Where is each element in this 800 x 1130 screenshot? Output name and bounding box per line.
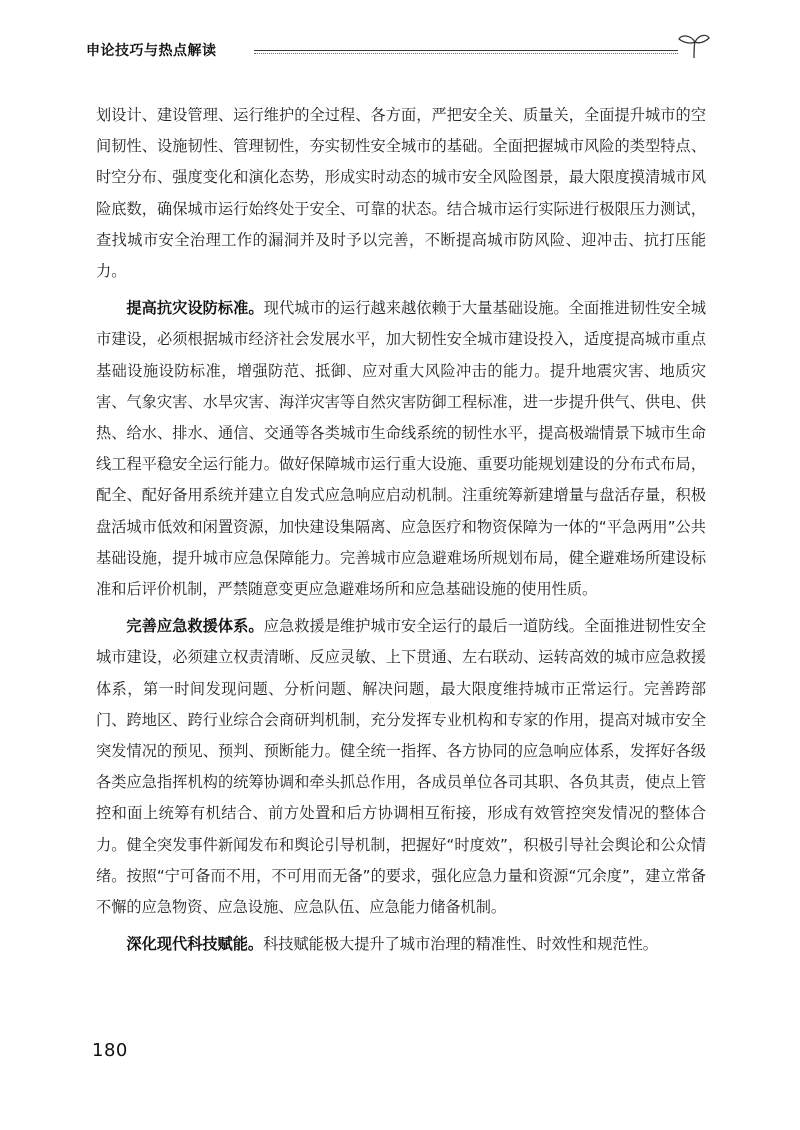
paragraph-text: 科技赋能极大提升了城市治理的精准性、时效性和规范性。 [263, 935, 658, 954]
header-rule-dotted [254, 53, 678, 54]
header-rule [254, 50, 678, 51]
paragraph-text: 现代城市的运行越来越依赖于大量基础设施。全面推进韧性安全城市建设，必须根据城市经济社会发展水平，加大韧性安全城市建设投入，适度提高城市重点基础设施设防标准，增强防范、抵御、应对重大风险冲击的能力。提升地震灾害、地质灾害、气象灾害、水旱灾害、海洋灾害等自然灾害防御工程标准，进一步提升供气、供电、供热、给水、排水、通信、交通等各类城市生命线系统的韧性水平，提高极端情景下城市生命线工程平稳安全运行能力。做好保障城市运行重大设施、重要功能规划建设的分布式布局，配全、配好备用系统并建立自发式应急响应启动机制。注重统筹新建增量与盘活存量，积极盘活城市低效和闲置资源，加快建设集隔离、应急医疗和物资保障为一体的“平急两用”公共基础设施，提升城市应急保障能力。完善城市应急避难场所规划布局，健全避难场所建设标准和后评价机制，严禁随意变更应急避难场所和应急基础设施的使用性质。 [96, 299, 707, 599]
running-header [86, 36, 716, 66]
paragraph-emergency-rescue [96, 611, 706, 923]
paragraph-continuation [96, 100, 706, 287]
paragraph-text: 应急救援是维护城市安全运行的最后一道防线。全面推进韧性安全城市建设，必须建立权责清晰、反应灵敏、上下贯通、左右联动、运转高效的城市应急救援体系，第一时间发现问题、分析问题、解决问题，最大限度维持城市正常运行。完善跨部门、跨地区、跨行业综合会商研判机制，充分发挥专业机构和专家的作用，提高对城市安全突发情况的预见、预判、预断能力。健全统一指挥、各方协同的应急响应体系，发挥好各级各类应急指挥机构的统筹协调和牵头抓总作用，各成员单位各司其职、各负其责，使点上管控和面上统筹有机结合、前方处置和后方协调相互衔接，形成有效管控突发情况的整体合力。健全突发事件新闻发布和舆论引导机制，把握好“时度效”，积极引导社会舆论和公众情绪。按照“宁可备而不用，不可用而无备”的要求，强化应急力量和资源“冗余度”，建立常备不懈的应急物资、应急设施、应急队伍、应急能力储备机制。 [96, 617, 707, 917]
page-number: 180 [92, 1040, 128, 1061]
paragraph-lead: 提高抗灾设防标准。 [126, 299, 264, 318]
sprout-icon [676, 30, 712, 60]
paragraph-disaster-standards [96, 293, 706, 605]
paragraph-lead: 深化现代科技赋能。 [126, 935, 264, 954]
paragraph-technology [96, 929, 706, 960]
paragraph-lead: 完善应急救援体系。 [126, 617, 264, 636]
running-header-title: 申论技巧与热点解读 [86, 43, 217, 59]
paragraph-text: 划设计、建设管理、运行维护的全过程、各方面，严把安全关、质量关，全面提升城市的空间韧性、设施韧性、管理韧性，夯实韧性安全城市的基础。全面把握城市风险的类型特点、时空分布、强度变化和演化态势，形成实时动态的城市安全风险图景，最大限度摸清城市风险底数，确保城市运行始终处于安全、可靠的状态。结合城市运行实际进行极限压力测试，查找城市安全治理工作的漏洞并及时予以完善，不断提高城市防风险、迎冲击、抗打压能力。 [96, 106, 706, 281]
article-body [96, 100, 706, 960]
